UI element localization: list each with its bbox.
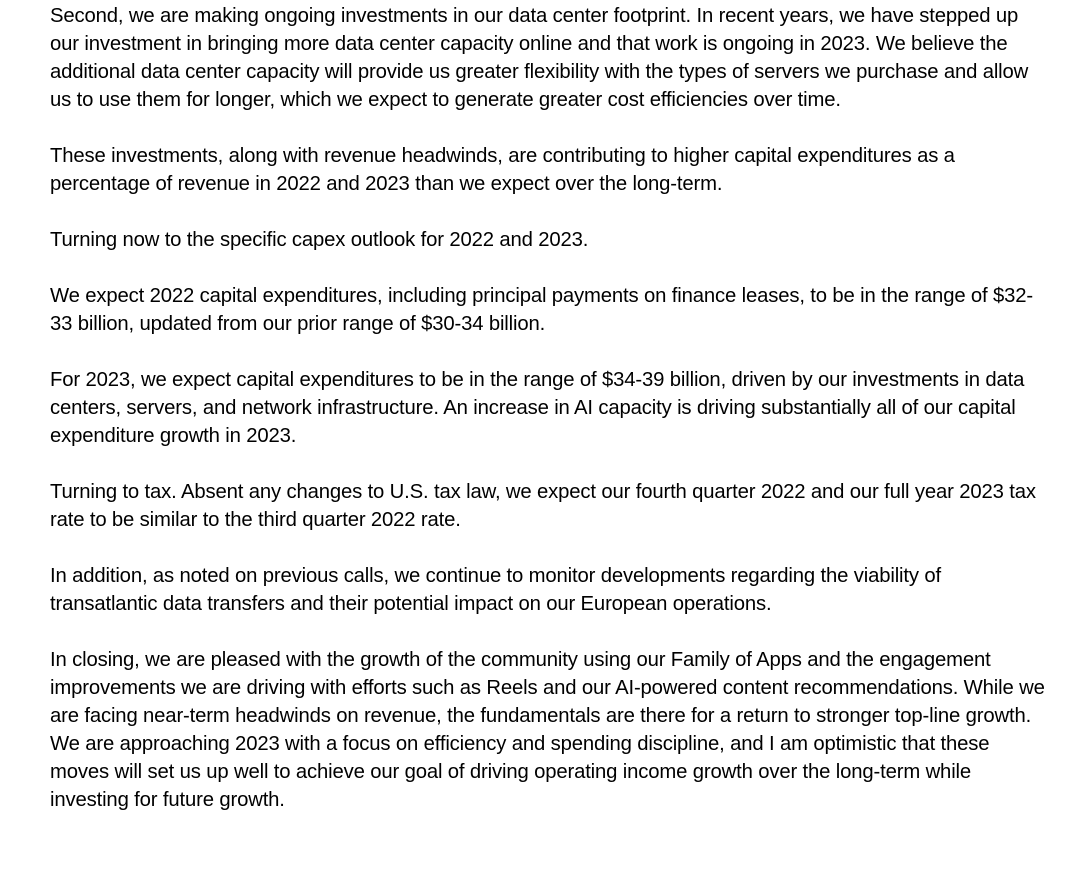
paragraph-revenue-headwinds: These investments, along with revenue headwinds, are contributing to higher capital expenditures as a percentage of revenue in 2022 and 2023 than we expect over the long-term. xyxy=(50,145,955,195)
paragraph-capex-2022: We expect 2022 capital expenditures, including principal payments on finance leases, to be in the range of $32-33 billion, updated from our prior range of $30-34 billion. xyxy=(50,285,1034,335)
paragraph-tax: Turning to tax. Absent any changes to U.S. tax law, we expect our fourth quarter 2022 and our full year 2023 tax rate to be similar to the third quarter 2022 rate. xyxy=(50,481,1036,531)
paragraph-closing: In closing, we are pleased with the growth of the community using our Family of Apps and the engagement improvements we are driving with efforts such as Reels and our AI-powered content recommendations. While we are facing near-term headwinds on revenue, the fundamentals are there for a return to stronger top-line growth. We are approaching 2023 with a focus on efficiency and spending discipline, and I am optimistic that these moves will set us up well to achieve our goal of driving operating income growth over the long-term while investing for future growth. xyxy=(50,649,1045,811)
paragraph-capex-outlook-intro: Turning now to the specific capex outlook for 2022 and 2023. xyxy=(50,229,589,251)
paragraph-capex-2023: For 2023, we expect capital expenditures to be in the range of $34-39 billion, driven by our investments in data centers, servers, and network infrastructure. An increase in AI capacity is driving substantially all of our capital expenditure growth in 2023. xyxy=(50,369,1025,447)
paragraph-data-center-investments: Second, we are making ongoing investments in our data center footprint. In recent years, we have stepped up our investment in bringing more data center capacity online and that work is ongoing in 2023. We believe the additional data center capacity will provide us greater flexibility with the types of servers we purchase and allow us to use them for longer, which we expect to generate greater cost efficiencies over time. xyxy=(50,5,1029,111)
paragraph-data-transfers: In addition, as noted on previous calls, we continue to monitor developments regarding the viability of transatlantic data transfers and their potential impact on our European operations. xyxy=(50,565,941,615)
document-body xyxy=(50,2,1050,842)
